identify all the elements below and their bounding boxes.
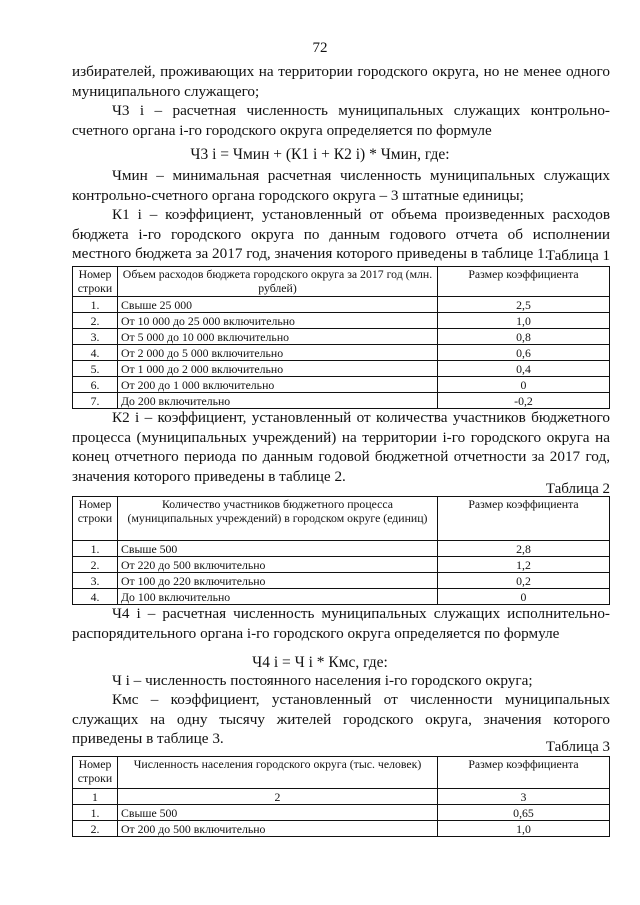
row-number: 3. bbox=[73, 573, 118, 589]
table-row bbox=[73, 821, 610, 837]
row-range: До 200 включительно bbox=[118, 393, 438, 409]
row-number: 3. bbox=[73, 329, 118, 345]
row-range: Свыше 500 bbox=[118, 805, 438, 821]
table-row bbox=[73, 805, 610, 821]
table-row bbox=[73, 345, 610, 361]
table3-header-num: Номер строки bbox=[73, 757, 118, 789]
row-range: До 100 включительно bbox=[118, 589, 438, 605]
index-cell-2: 2 bbox=[118, 789, 438, 805]
index-cell-3: 3 bbox=[438, 789, 610, 805]
row-coefficient: 2,8 bbox=[438, 541, 610, 557]
row-range: От 1 000 до 2 000 включительно bbox=[118, 361, 438, 377]
row-number: 2. bbox=[73, 557, 118, 573]
table2-header-num: Номер строки bbox=[73, 497, 118, 541]
row-number: 1. bbox=[73, 297, 118, 313]
paragraph-kms: Кмс – коэффициент, установленный от численности муниципальных служащих на одну тысячу жителей городского округа, значения которого приведены в таблице 3. bbox=[72, 691, 610, 747]
row-number: 7. bbox=[73, 393, 118, 409]
table-row bbox=[73, 393, 610, 409]
row-coefficient: 0,4 bbox=[438, 361, 610, 377]
formula-ch3: Ч3 i = Чмин + (К1 i + К2 i) * Чмин, где: bbox=[190, 146, 450, 163]
table-row bbox=[73, 297, 610, 313]
table3-header-coef: Размер коэффициента bbox=[438, 757, 610, 789]
table3-caption: Таблица 3 bbox=[545, 739, 610, 755]
table1-header-range: Объем расходов бюджета городского округа за 2017 год (млн. рублей) bbox=[118, 267, 438, 297]
row-coefficient: 1,2 bbox=[438, 557, 610, 573]
row-range: Свыше 500 bbox=[118, 541, 438, 557]
table2-header-coef: Размер коэффициента bbox=[438, 497, 610, 541]
row-range: От 10 000 до 25 000 включительно bbox=[118, 313, 438, 329]
row-range: От 100 до 220 включительно bbox=[118, 573, 438, 589]
formula-ch4: Ч4 i = Ч i * Кмс, где: bbox=[252, 654, 388, 671]
table-row bbox=[73, 557, 610, 573]
table-row bbox=[73, 573, 610, 589]
row-coefficient: 2,5 bbox=[438, 297, 610, 313]
row-range: Свыше 25 000 bbox=[118, 297, 438, 313]
paragraph-chi: Ч i – численность постоянного населения i-го городского округа; bbox=[112, 672, 533, 689]
table2-caption: Таблица 2 bbox=[545, 481, 610, 497]
row-number: 2. bbox=[73, 821, 118, 837]
table-row bbox=[73, 541, 610, 557]
row-coefficient: 0,6 bbox=[438, 345, 610, 361]
row-coefficient: 1,0 bbox=[438, 821, 610, 837]
row-number: 4. bbox=[73, 589, 118, 605]
table-1 bbox=[72, 266, 610, 409]
row-number: 6. bbox=[73, 377, 118, 393]
row-coefficient: 0,8 bbox=[438, 329, 610, 345]
row-number: 5. bbox=[73, 361, 118, 377]
table-row bbox=[73, 313, 610, 329]
row-coefficient: 0,2 bbox=[438, 573, 610, 589]
paragraph-chmin: Чмин – минимальная расчетная численность муниципальных служащих контрольно-счетного органа городского округа – 3 штатные единицы; bbox=[72, 167, 610, 204]
row-range: От 220 до 500 включительно bbox=[118, 557, 438, 573]
row-number: 4. bbox=[73, 345, 118, 361]
page-number: 72 bbox=[312, 40, 328, 56]
paragraph-k1: К1 i – коэффициент, установленный от объема произведенных расходов бюджета i-го городского округа по данным годового отчета об исполнении местного бюджета за 2017 год, значения которого приведены в таблице 1. bbox=[72, 206, 610, 262]
row-coefficient: 1,0 bbox=[438, 313, 610, 329]
table-row bbox=[73, 361, 610, 377]
table-2 bbox=[72, 496, 610, 605]
row-coefficient: 0,65 bbox=[438, 805, 610, 821]
row-coefficient: -0,2 bbox=[438, 393, 610, 409]
paragraph-ch3-definition: Ч3 i – расчетная численность муниципальных служащих контрольно-счетного органа i-го городского округа определяется по формуле bbox=[72, 102, 610, 139]
table-row bbox=[73, 589, 610, 605]
table-3 bbox=[72, 756, 610, 837]
row-range: От 200 до 1 000 включительно bbox=[118, 377, 438, 393]
paragraph-k2: К2 i – коэффициент, установленный от количества участников бюджетного процесса (муниципальных учреждений) на территории i-го городского округа на конец отчетного периода по данным годовой бюджетной отчетности за 2017 год, значения которого приведены в таблице 2. bbox=[72, 409, 610, 485]
table-row bbox=[73, 377, 610, 393]
table2-header-range: Количество участников бюджетного процесса (муниципальных учреждений) в городском округе (единиц) bbox=[118, 497, 438, 541]
row-coefficient: 0 bbox=[438, 377, 610, 393]
row-range: От 5 000 до 10 000 включительно bbox=[118, 329, 438, 345]
table1-header-num: Номер строки bbox=[73, 267, 118, 297]
table-index-row bbox=[73, 789, 610, 805]
table3-header-range: Численность населения городского округа (тыс. человек) bbox=[118, 757, 438, 789]
paragraph-ch4-definition: Ч4 i – расчетная численность муниципальных служащих исполнительно-распорядительного органа i-го городского округа определяется по формуле bbox=[72, 605, 610, 642]
row-number: 2. bbox=[73, 313, 118, 329]
row-number: 1. bbox=[73, 805, 118, 821]
table1-caption: Таблица 1 bbox=[545, 248, 610, 264]
paragraph-electors: избирателей, проживающих на территории городского округа, но не менее одного муниципального служащего; bbox=[72, 63, 610, 100]
row-range: От 2 000 до 5 000 включительно bbox=[118, 345, 438, 361]
table1-header-coef: Размер коэффициента bbox=[438, 267, 610, 297]
row-coefficient: 0 bbox=[438, 589, 610, 605]
table-row bbox=[73, 329, 610, 345]
row-number: 1. bbox=[73, 541, 118, 557]
row-range: От 200 до 500 включительно bbox=[118, 821, 438, 837]
index-cell-1: 1 bbox=[73, 789, 118, 805]
